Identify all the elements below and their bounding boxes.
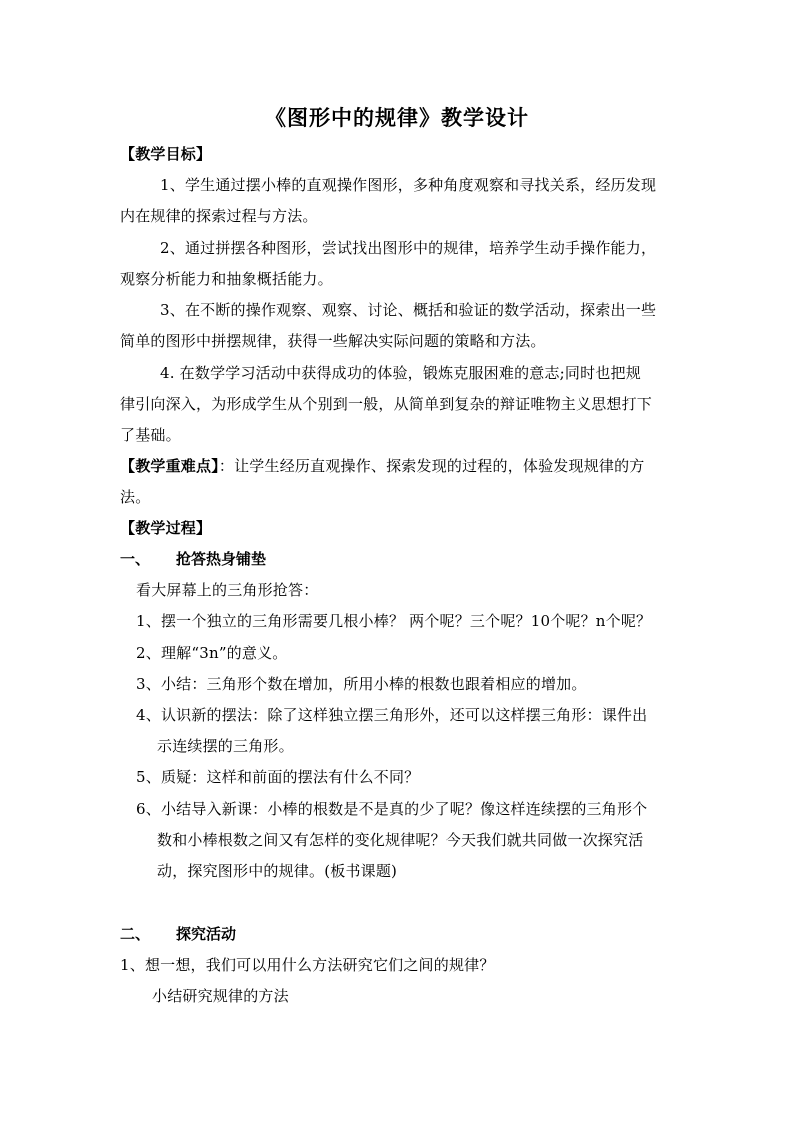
section-2-item-1: 1、想一想，我们可以用什么方法研究它们之间的规律？: [120, 956, 495, 974]
section-1-item-2: 2、理解“3n”的意义。: [136, 644, 288, 662]
section-1-item-4-line-2: 示连续摆的三角形。: [157, 737, 294, 755]
key-points-line-2: 法。: [120, 488, 151, 506]
section-1-item-3: 3、小结：三角形个数在增加，所用小棒的根数也跟着相应的增加。: [136, 675, 587, 693]
section-1-intro: 看大屏幕上的三角形抢答：: [136, 581, 319, 599]
section-1-item-6-line-1: 6、小结导入新课：小棒的根数是不是真的少了呢？像这样连续摆的三角形个: [136, 800, 648, 818]
document-title: 《图形中的规律》教学设计: [265, 105, 529, 130]
objective-3-line-2: 简单的图形中拼摆规律，获得一些解决实际问题的策略和方法。: [120, 332, 546, 350]
section-1-item-6-line-3: 动，探究图形中的规律。(板书课题): [157, 862, 398, 880]
objective-4-line-3: 了基础。: [120, 426, 181, 444]
objectives-heading: 【教学目标】: [120, 145, 212, 163]
section-1-item-4-line-1: 4、认识新的摆法：除了这样独立摆三角形外，还可以这样摆三角形：课件出: [136, 706, 648, 724]
key-points-heading: 【教学重难点】: [120, 457, 219, 475]
objective-4-line-2: 律引向深入，为形成学生从个别到一般，从简单到复杂的辩证唯物主义思想打下: [120, 395, 653, 413]
section-2-number: 二、: [120, 925, 151, 943]
section-1-number: 一、: [120, 550, 151, 568]
objective-2-line-1: 2、通过拼摆各种图形，尝试找出图形中的规律，培养学生动手操作能力，: [160, 239, 657, 257]
objective-3-line-1: 3、在不断的操作观察、观察、讨论、概括和验证的数学活动，探索出一些: [160, 301, 657, 319]
objective-1-line-1: 1、学生通过摆小棒的直观操作图形，多种角度观察和寻找关系，经历发现: [160, 176, 657, 194]
objective-4-line-1: 4. 在数学学习活动中获得成功的体验，锻炼克服困难的意志;同时也把规: [160, 364, 641, 382]
key-points-text: ：让学生经历直观操作、探索发现的过程的，体验发现规律的方: [218, 457, 645, 475]
section-2-title: 探究活动: [176, 925, 237, 943]
key-points-line-1: [120, 456, 645, 476]
section-1-item-6-line-2: 数和小棒根数之间又有怎样的变化规律呢？今天我们就共同做一次探究活: [157, 831, 644, 849]
objective-1-line-2: 内在规律的探索过程与方法。: [120, 207, 318, 225]
section-1-item-1: 1、摆一个独立的三角形需要几根小棒？ 两个呢？三个呢？10个呢？n个呢？: [136, 612, 652, 630]
section-1-item-5: 5、质疑：这样和前面的摆法有什么不同？: [136, 768, 420, 786]
objective-2-line-2: 观察分析能力和抽象概括能力。: [120, 270, 333, 288]
process-heading: 【教学过程】: [120, 519, 212, 537]
section-1-title: 抢答热身铺垫: [176, 550, 267, 568]
section-2-item-2: 小结研究规律的方法: [152, 987, 289, 1005]
